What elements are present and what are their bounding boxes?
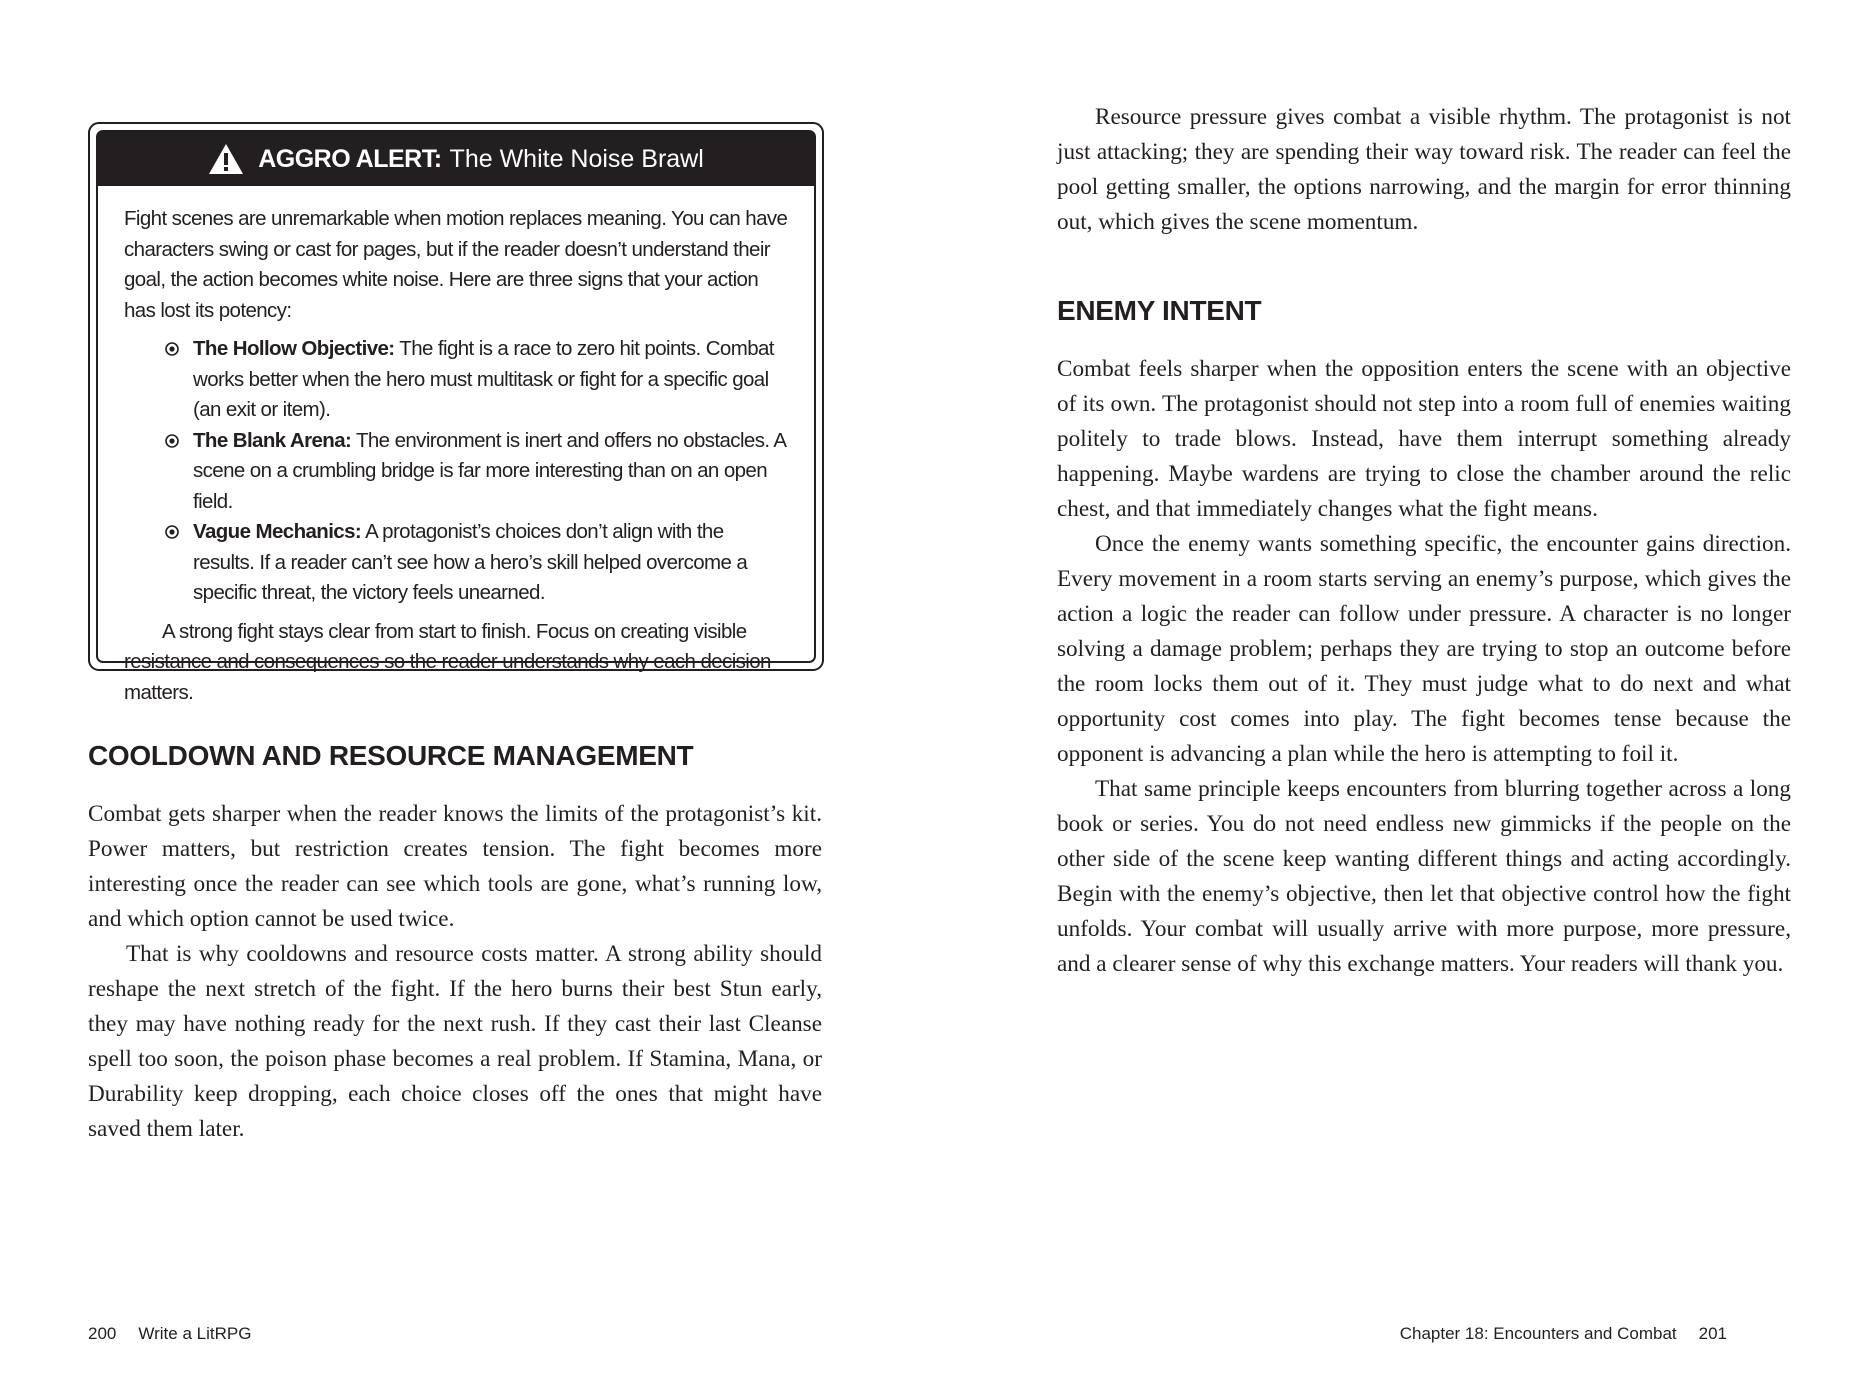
list-item [165,334,789,426]
list-item-text: The environment is inert and offers no obstacles. A scene on a crumbling bridge is far more interesting than on an open field. [193,428,786,513]
list-item-text: A protagonist’s choices don’t align with the results. If a reader can’t see how a hero’s skill helped overcome a specific threat, the victory feels unearned. [193,520,748,604]
list-item-term: Vague Mechanics: [193,520,362,543]
right-footer [1400,1324,1727,1344]
target-bullet-icon [165,525,179,539]
right-body-text [1057,352,1791,982]
aggro-alert-closing: A strong fight stays clear from start to finish. Focus on creating visible resistance and consequences so the reader understands why each decision matters. [124,619,771,704]
left-footer [88,1324,251,1344]
left-body-text [88,797,822,1147]
warning-triangle-icon [208,143,244,175]
aggro-alert-label: AGGRO ALERT: [258,144,442,173]
section-heading-cooldown: COOLDOWN AND RESOURCE MANAGEMENT [88,740,694,771]
list-item [165,426,789,518]
section-heading-enemy-intent: ENEMY INTENT [1057,295,1262,326]
list-item-term: The Hollow Objective: [193,337,395,360]
body-paragraph: Once the enemy wants something specific, the encounter gains direction. Every movement in a room starts serving an enemy’s purpose, which gives the action a logic the reader can follow under pressure. A character is no longer solving a damage problem; perhaps they are trying to stop an outcome before the room locks them out of it. They must judge what to do next and what opportunity cost comes into play. The fight becomes tense because the opponent is advancing a plan while the hero is attempting to foil it. [1057,531,1791,767]
body-paragraph: Resource pressure gives combat a visible rhythm. The protagonist is not just attacking; they are spending their way toward risk. The reader can feel the pool getting smaller, the options narrowing, and the margin for error thinning out, which gives the scene momentum. [1057,104,1791,235]
right-opening-text [1057,100,1791,240]
aggro-alert-header [98,132,814,186]
body-paragraph: That is why cooldowns and resource costs matter. A strong ability should reshape the next stretch of the fight. If the hero burns their best Stun early, they may have nothing ready for the next rush. If they cast their last Cleanse spell too soon, the poison phase becomes a real problem. If Stamina, Mana, or Durability keep dropping, each choice closes off the ones that might have saved them later. [88,941,822,1142]
page-number: 200 [88,1324,117,1343]
aggro-alert-inner-frame [96,130,816,704]
target-bullet-icon [165,434,179,448]
right-page [933,0,1866,1400]
aggro-alert-sidebar [88,122,824,704]
aggro-alert-body [98,186,814,708]
running-head-chapter-title: Chapter 18: Encounters and Combat [1399,1324,1677,1343]
aggro-alert-list [124,334,789,609]
body-paragraph: Combat feels sharper when the opposition enters the scene with an objective of its own. The protagonist should not step into a room full of enemies waiting politely to trade blows. Instead, have them interrupt something already happening. Maybe wardens are trying to close the chamber around the relic chest, and that immediately changes what the fight means. [1057,356,1791,522]
aggro-alert-title: The White Noise Brawl [449,144,704,173]
body-paragraph: Combat gets sharper when the reader knows the limits of the protagonist’s kit. Power matters, but restriction creates tension. The fight becomes more interesting once the reader can see which tools are gone, what’s running low, and which option cannot be used twice. [88,801,822,932]
aggro-alert-intro: Fight scenes are unremarkable when motion replaces meaning. You can have characters swing or cast for pages, but if the reader doesn’t understand their goal, the action becomes white noise. Here are three signs that your action has lost its potency: [124,207,788,322]
list-item-term: The Blank Arena: [193,428,352,452]
page-number: 201 [1698,1324,1727,1343]
body-paragraph: That same principle keeps encounters from blurring together across a long book or series. You do not need endless new gimmicks if the people on the other side of the scene keep wanting different things and acting accordingly. Begin with the enemy’s objective, then let that objective control how the fight unfolds. Your combat will usually arrive with more purpose, more pressure, and a clearer sense of why this exchange matters. Your readers will thank you. [1057,776,1791,977]
list-item-text: The fight is a race to zero hit points. Combat works better when the hero must multitask or fight for a specific goal (an exit or item). [193,337,774,421]
running-head-book-title: Write a LitRPG [138,1324,252,1343]
list-item [165,517,789,609]
target-bullet-icon [165,342,179,356]
